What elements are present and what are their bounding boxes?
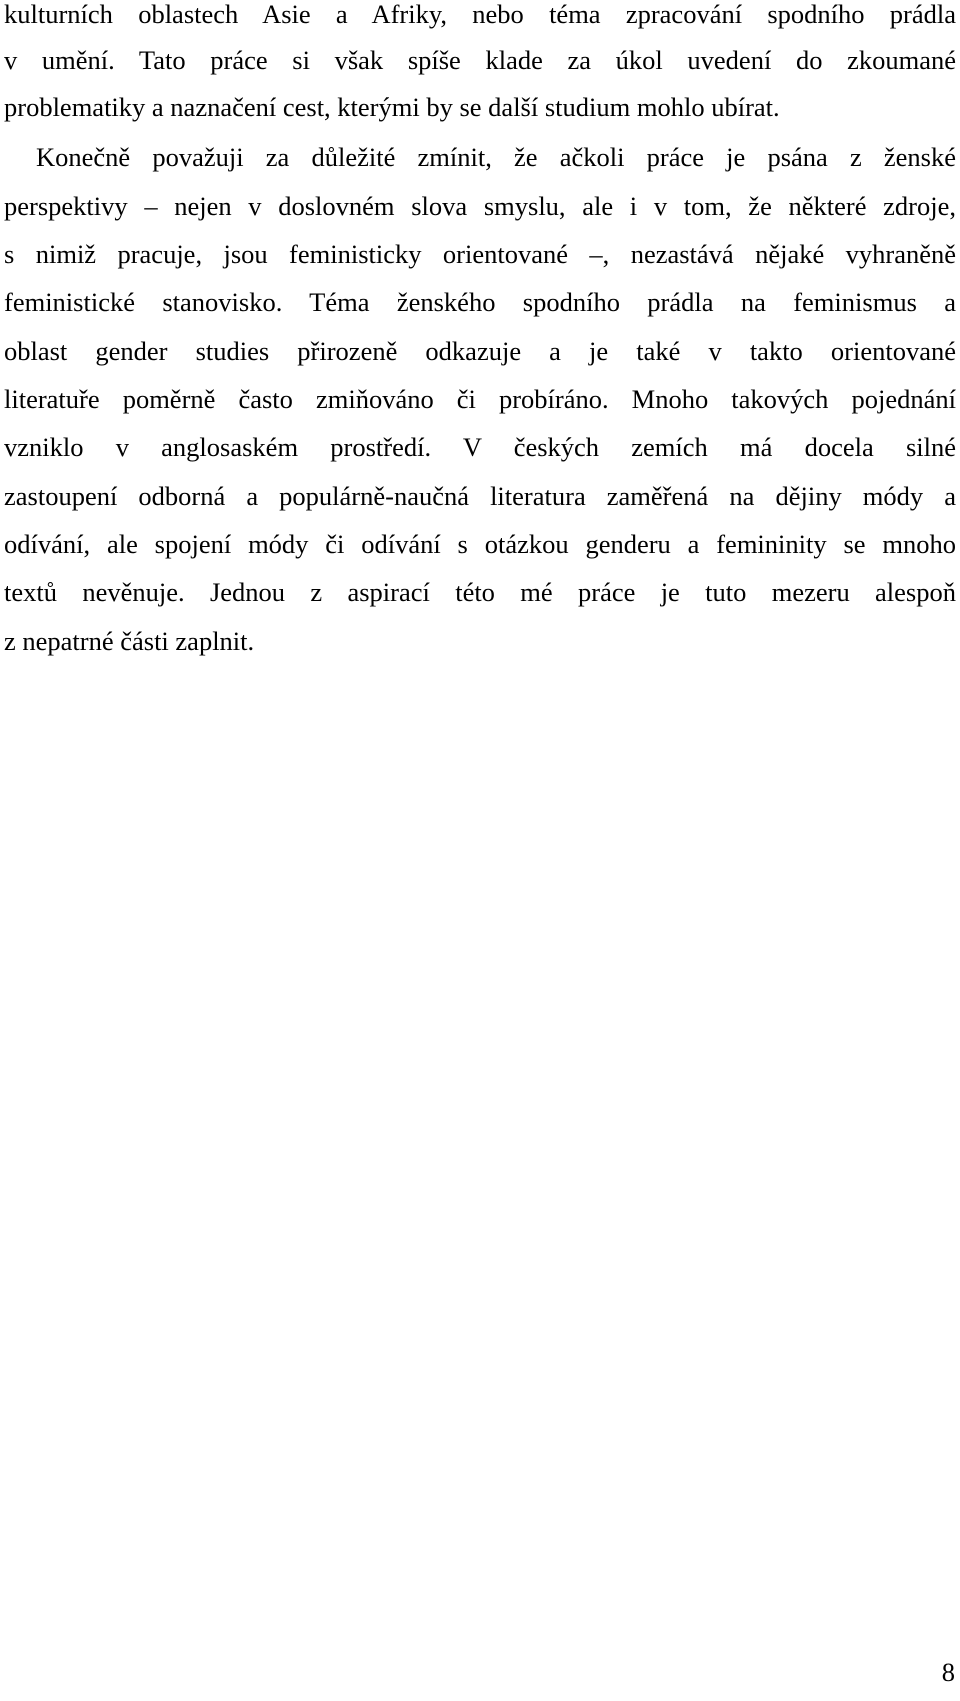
text-line: z nepatrné části zaplnit. xyxy=(4,626,255,656)
text-line: literatuře poměrně často zmiňováno či probíráno. Mnoho takových pojednání xyxy=(4,384,956,414)
text-line: oblast gender studies přirozeně odkazuje a je také v takto orientované xyxy=(4,336,956,366)
text-line: zastoupení odborná a populárně-naučná literatura zaměřená na dějiny módy a xyxy=(4,481,956,511)
text-line: vzniklo v anglosaském prostředí. V českých zemích má docela silné xyxy=(4,432,956,462)
page-number: 8 xyxy=(941,1657,955,1687)
text-line: s nimiž pracuje, jsou feministicky orientované –, nezastává nějaké vyhraněně xyxy=(4,239,956,269)
text-line: textů nevěnuje. Jednou z aspirací této mé práce je tuto mezeru alespoň xyxy=(4,577,956,607)
text-line: feministické stanovisko. Téma ženského spodního prádla na feminismus a xyxy=(4,287,956,317)
text-line: v umění. Tato práce si však spíše klade za úkol uvedení do zkoumané xyxy=(4,45,956,75)
text-line: kulturních oblastech Asie a Afriky, nebo téma zpracování spodního prádla xyxy=(4,0,956,29)
text-line: Konečně považuji za důležité zmínit, že ačkoli práce je psána z ženské xyxy=(36,142,956,172)
text-line: problematiky a naznačení cest, kterými by se další studium mohlo ubírat. xyxy=(4,92,780,122)
text-line: perspektivy – nejen v doslovném slova smyslu, ale i v tom, že některé zdroje, xyxy=(4,191,956,221)
text-line: odívání, ale spojení módy či odívání s otázkou genderu a femininity se mnoho xyxy=(4,529,956,559)
